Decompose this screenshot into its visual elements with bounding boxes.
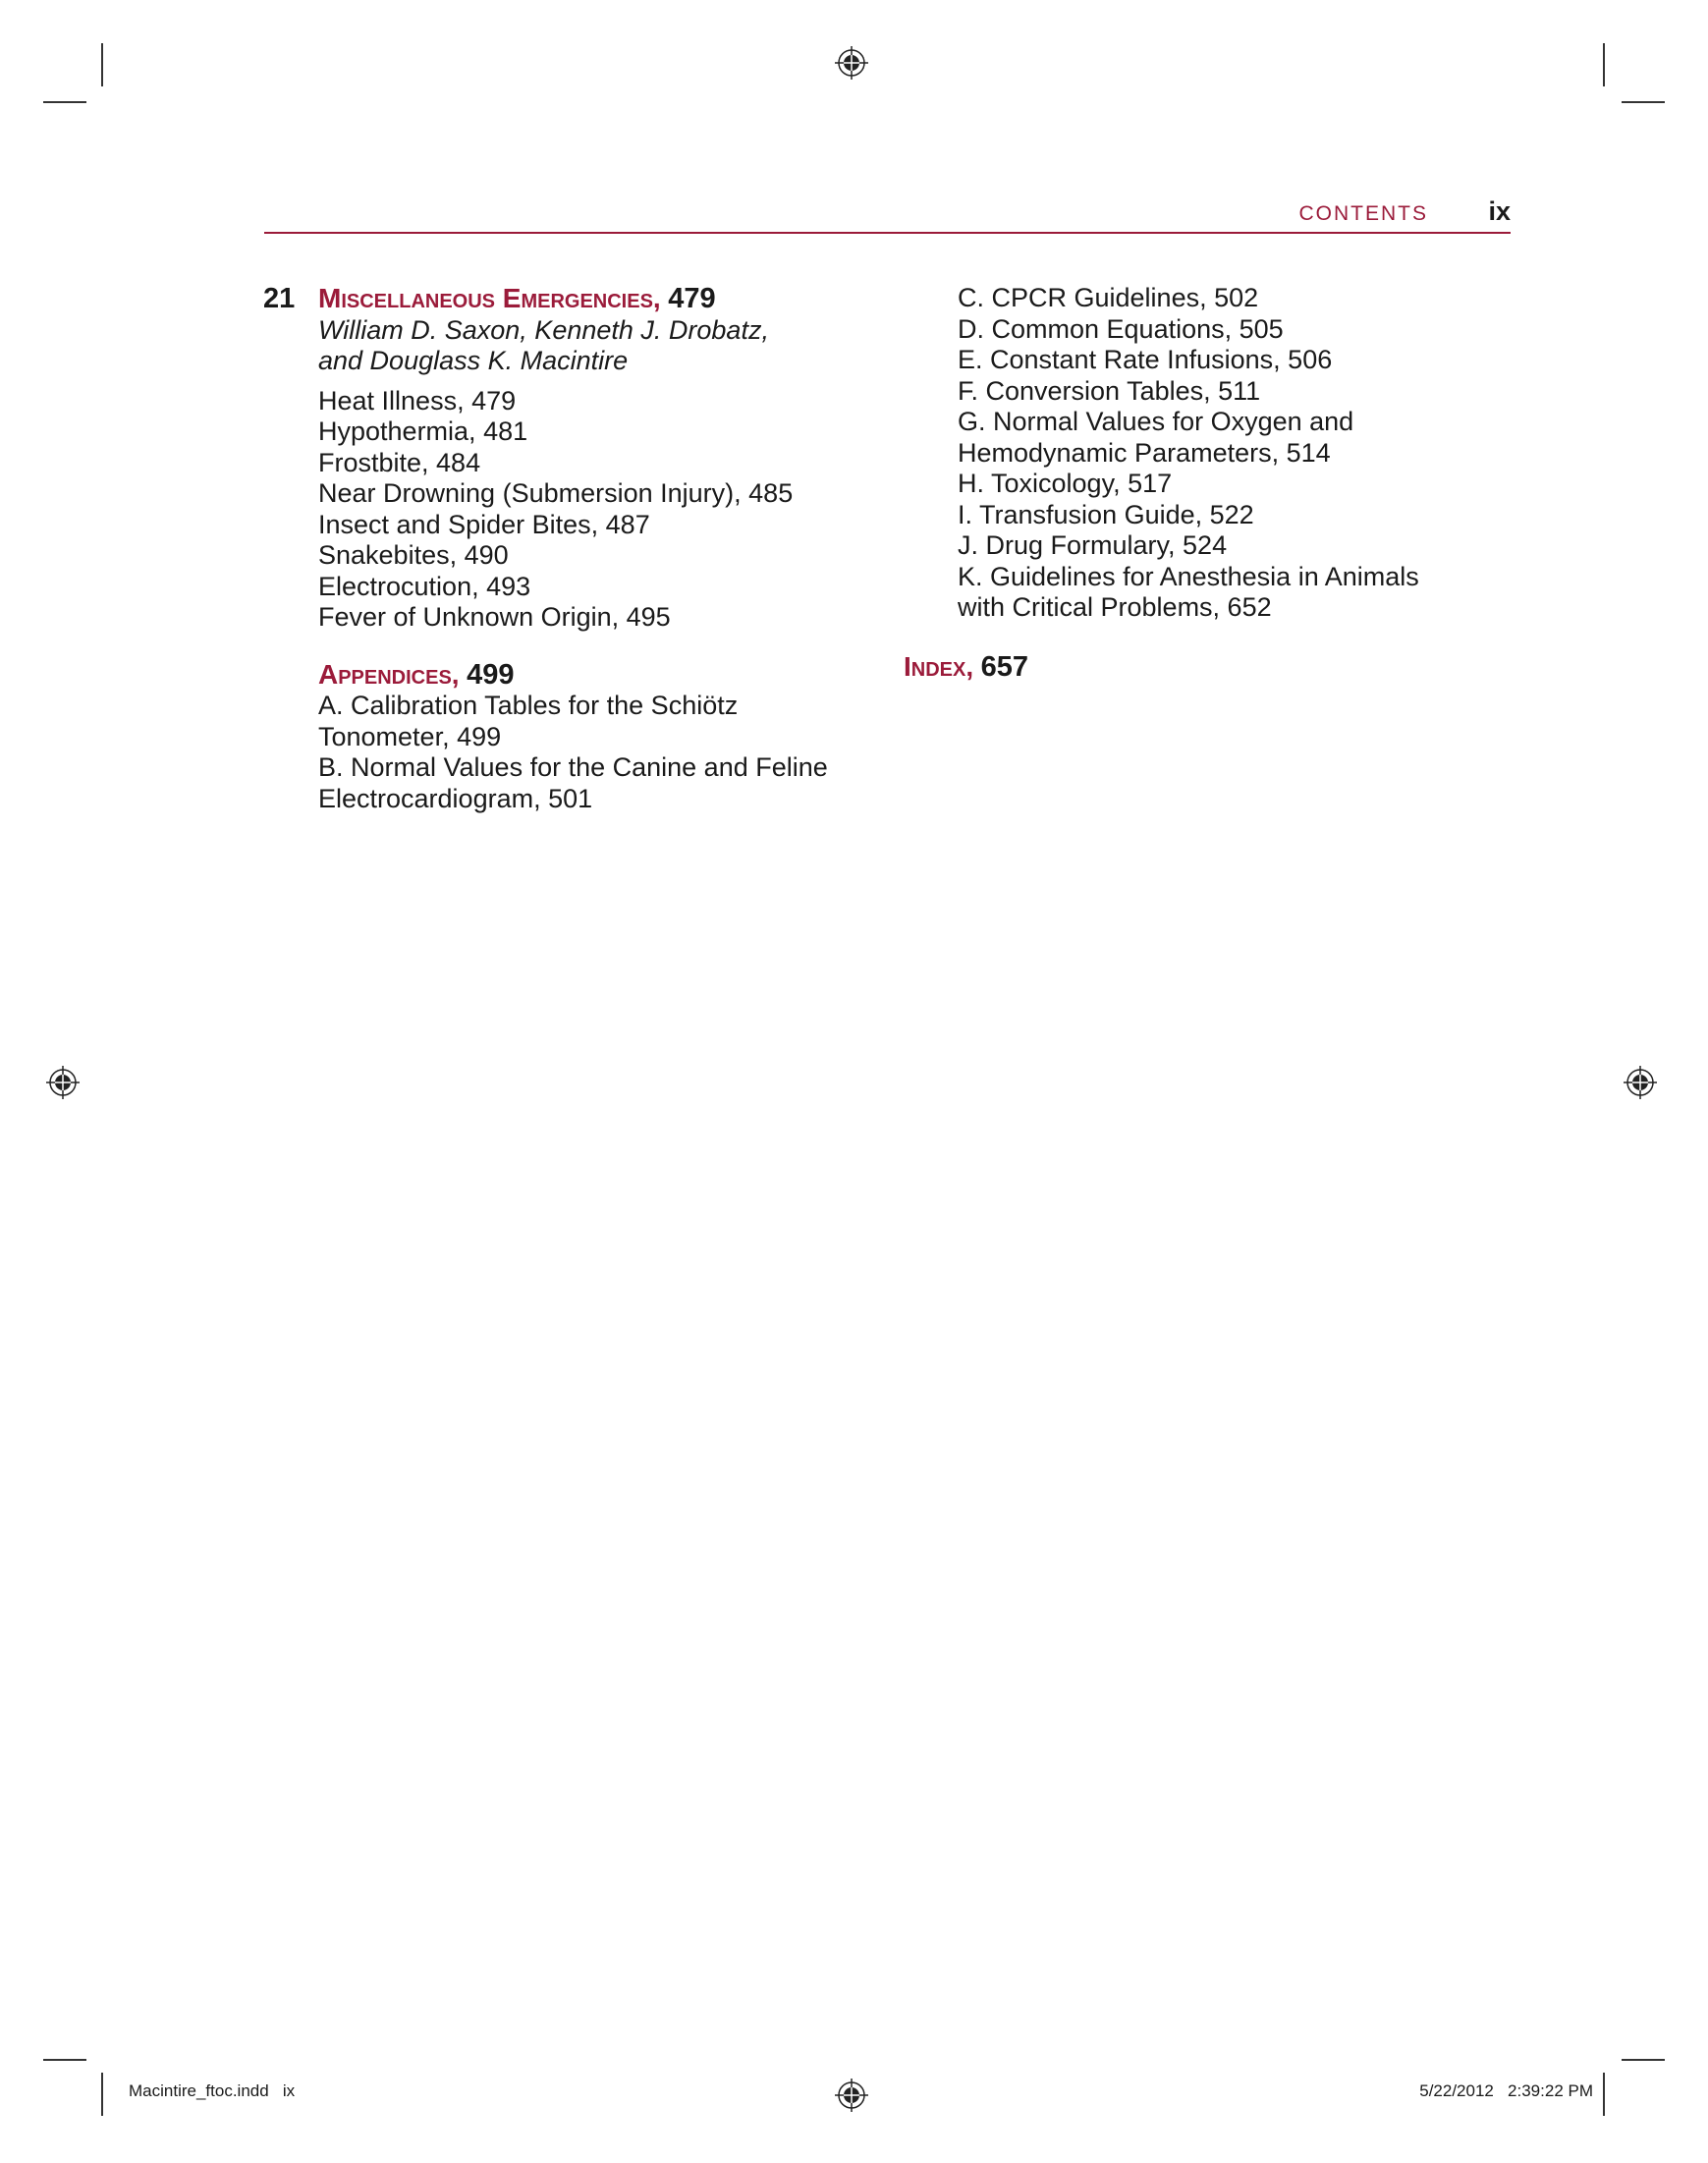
toc-entry[interactable]: Frostbite, 484 xyxy=(318,447,481,477)
crop-mark-bottom-right-vertical xyxy=(1603,2073,1605,2116)
crop-mark-top-left-horizontal xyxy=(43,101,86,103)
page-number: ix xyxy=(1488,196,1511,226)
chapter-number: 21 xyxy=(263,283,296,314)
index-title: Index, xyxy=(904,651,974,682)
chapter-title: Miscellaneous Emergencies, xyxy=(318,283,661,313)
registration-mark-right-icon xyxy=(1624,1066,1657,1099)
toc-entry[interactable]: Hypothermia, 481 xyxy=(318,416,528,446)
chapter-heading xyxy=(318,283,828,315)
registration-mark-top-icon xyxy=(835,46,868,80)
index-page: 657 xyxy=(980,651,1029,683)
chapter-authors-line-1: William D. Saxon, Kenneth J. Drobatz, xyxy=(318,314,769,345)
appendix-entry[interactable]: H. Toxicology, 517 xyxy=(958,469,1173,498)
toc-entry[interactable]: Heat Illness, 479 xyxy=(318,385,517,416)
registration-mark-left-icon xyxy=(46,1066,80,1099)
appendix-entry[interactable]: C. CPCR Guidelines, 502 xyxy=(958,283,1259,312)
chapter-authors-line-2: and Douglass K. Macintire xyxy=(318,346,629,375)
appendix-entry[interactable]: K. Guidelines for Anesthesia in Animals xyxy=(958,561,1419,591)
toc-entry[interactable]: Insect and Spider Bites, 487 xyxy=(318,509,650,539)
crop-mark-bottom-left-horizontal xyxy=(43,2059,86,2061)
appendix-entry[interactable]: A. Calibration Tables for the Schiötz xyxy=(318,691,739,720)
toc-right-column xyxy=(958,283,1419,624)
toc-left-column xyxy=(318,283,828,814)
index-heading xyxy=(904,651,1028,684)
crop-mark-top-right-horizontal xyxy=(1622,101,1665,103)
running-head xyxy=(264,196,1511,234)
crop-mark-top-left-vertical xyxy=(101,43,103,86)
appendices-page: 499 xyxy=(467,658,515,691)
appendix-entry[interactable]: E. Constant Rate Infusions, 506 xyxy=(958,345,1333,374)
crop-mark-bottom-right-horizontal xyxy=(1622,2059,1665,2061)
appendix-entry-continued[interactable]: with Critical Problems, 652 xyxy=(958,592,1272,622)
appendix-entry[interactable]: G. Normal Values for Oxygen and xyxy=(958,407,1354,436)
slug-timestamp: 5/22/2012 2:39:22 PM xyxy=(1419,2081,1593,2100)
toc-entry[interactable]: Electrocution, 493 xyxy=(318,571,531,601)
appendix-entry[interactable]: I. Transfusion Guide, 522 xyxy=(958,499,1254,529)
appendix-entry[interactable]: J. Drug Formulary, 524 xyxy=(958,530,1228,560)
toc-entry[interactable]: Near Drowning (Submersion Injury), 485 xyxy=(318,478,794,508)
appendix-entry-continued[interactable]: Electrocardiogram, 501 xyxy=(318,783,593,813)
running-head-label: CONTENTS xyxy=(1298,202,1428,225)
appendix-entry-continued[interactable]: Tonometer, 499 xyxy=(318,721,502,751)
slug-filename: Macintire_ftoc.indd ix xyxy=(129,2081,296,2100)
appendix-entry[interactable]: F. Conversion Tables, 511 xyxy=(958,375,1261,406)
appendix-entry-continued[interactable]: Hemodynamic Parameters, 514 xyxy=(958,437,1331,468)
toc-entry[interactable]: Fever of Unknown Origin, 495 xyxy=(318,602,671,632)
chapter-page: 479 xyxy=(668,283,716,314)
appendix-entry[interactable]: B. Normal Values for the Canine and Feline xyxy=(318,752,828,782)
toc-entry[interactable]: Snakebites, 490 xyxy=(318,540,509,570)
crop-mark-top-right-vertical xyxy=(1603,43,1605,86)
appendices-heading xyxy=(318,659,828,692)
registration-mark-bottom-icon xyxy=(835,2079,868,2112)
appendices-title: Appendices, xyxy=(318,658,460,690)
crop-mark-bottom-left-vertical xyxy=(101,2073,103,2116)
appendix-entry[interactable]: D. Common Equations, 505 xyxy=(958,313,1284,344)
